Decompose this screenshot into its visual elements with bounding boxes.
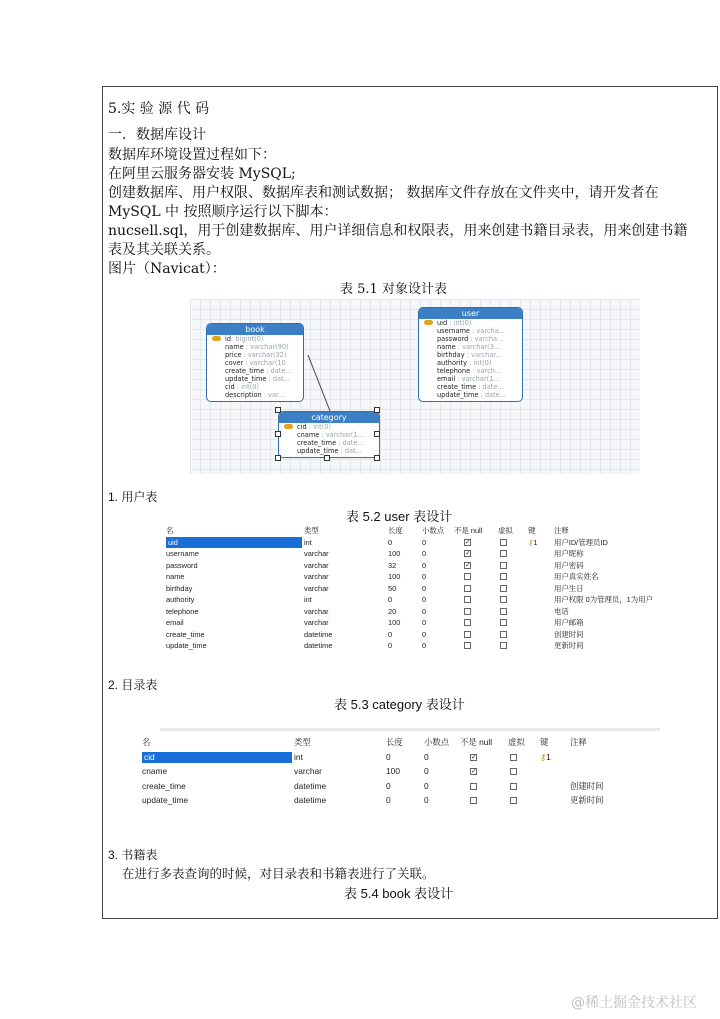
cell-type[interactable]: datetime bbox=[294, 780, 327, 791]
table-row[interactable] bbox=[160, 629, 656, 640]
cell-comment[interactable]: 创建时间 bbox=[570, 780, 604, 791]
cell-type[interactable]: int bbox=[304, 537, 312, 547]
category-entity[interactable] bbox=[278, 411, 380, 458]
resize-handle[interactable] bbox=[324, 455, 330, 461]
field-type: : varchar(90) bbox=[243, 343, 289, 351]
cell-decimal[interactable]: 0 bbox=[424, 766, 429, 776]
cell-name[interactable]: name bbox=[166, 572, 185, 581]
cell-name[interactable]: create_time bbox=[142, 780, 186, 791]
cell-decimal[interactable]: 0 bbox=[422, 572, 427, 581]
cell-name[interactable]: uid bbox=[166, 537, 302, 548]
cell-decimal[interactable]: 0 bbox=[422, 537, 427, 547]
column-header-notnull[interactable]: 不是 null bbox=[460, 737, 493, 747]
cell-name[interactable]: cname bbox=[142, 766, 168, 776]
cell-name[interactable]: password bbox=[166, 560, 198, 570]
cell-decimal[interactable]: 0 bbox=[424, 780, 429, 791]
cell-key[interactable] bbox=[528, 537, 538, 548]
field-name: create_time bbox=[437, 383, 477, 391]
virtual-checkbox[interactable] bbox=[500, 608, 507, 615]
heading-book-table: 3. 书籍表 bbox=[108, 848, 158, 862]
field-name: cid bbox=[225, 383, 235, 391]
entity-field[interactable] bbox=[419, 375, 522, 383]
virtual-checkbox[interactable] bbox=[500, 631, 507, 638]
cell-type[interactable]: datetime bbox=[304, 629, 333, 639]
entity-title: book bbox=[207, 324, 303, 335]
entity-field[interactable] bbox=[279, 431, 379, 439]
field-name: update_time bbox=[437, 391, 479, 399]
primary-key-icon bbox=[212, 336, 221, 341]
field-type: : varchar(3... bbox=[455, 343, 501, 351]
column-header-type[interactable]: 类型 bbox=[304, 526, 319, 535]
subsection-title: 一．数据库设计 bbox=[108, 127, 206, 143]
field-name: update_time bbox=[297, 447, 339, 455]
table-row[interactable] bbox=[160, 571, 656, 582]
virtual-checkbox[interactable] bbox=[500, 619, 507, 626]
field-type: : date... bbox=[264, 367, 292, 375]
paragraph: MySQL 中 按照顺序运行以下脚本： bbox=[108, 204, 338, 220]
field-name: create_time bbox=[297, 439, 337, 447]
cell-length[interactable]: 50 bbox=[388, 583, 397, 593]
not-null-checkbox[interactable] bbox=[464, 608, 471, 615]
field-name: cname bbox=[297, 431, 320, 439]
cell-length[interactable]: 100 bbox=[388, 618, 401, 627]
paragraph: 创建数据库、用户权限、数据库表和测试数据； 数据库文件存放在文件夹中，请开发者在 bbox=[108, 185, 659, 201]
cell-type[interactable]: varchar bbox=[304, 549, 329, 558]
field-type: : bigint(0) bbox=[231, 335, 264, 343]
column-header-name[interactable]: 名 bbox=[142, 737, 151, 747]
table-row[interactable] bbox=[160, 617, 656, 628]
cell-length[interactable]: 0 bbox=[388, 641, 393, 650]
cell-decimal[interactable]: 0 bbox=[422, 618, 427, 627]
field-type: : varchar(1... bbox=[455, 375, 500, 383]
column-header-virtual[interactable]: 虚拟 bbox=[498, 526, 513, 535]
cell-name[interactable]: cid bbox=[142, 752, 292, 763]
cell-decimal[interactable]: 0 bbox=[422, 549, 427, 558]
table-row[interactable] bbox=[138, 752, 660, 763]
cell-type[interactable]: datetime bbox=[304, 641, 333, 650]
not-null-checkbox[interactable] bbox=[470, 797, 477, 804]
key-order: 1 bbox=[533, 537, 538, 547]
column-header-key[interactable]: 键 bbox=[540, 737, 549, 747]
cell-name[interactable]: username bbox=[166, 549, 199, 558]
cell-length[interactable]: 100 bbox=[388, 572, 401, 581]
field-name: cover bbox=[225, 359, 244, 367]
entity-field[interactable] bbox=[419, 367, 522, 375]
resize-handle[interactable] bbox=[374, 407, 380, 413]
table-row[interactable] bbox=[160, 594, 656, 605]
virtual-checkbox[interactable] bbox=[500, 585, 507, 592]
cell-name[interactable]: telephone bbox=[166, 606, 199, 616]
book-entity[interactable] bbox=[206, 323, 304, 402]
cell-type[interactable]: int bbox=[304, 595, 312, 604]
virtual-checkbox[interactable] bbox=[500, 573, 507, 580]
column-header-virtual[interactable]: 虚拟 bbox=[508, 737, 525, 747]
cell-comment[interactable]: 更新时间 bbox=[554, 641, 584, 650]
cell-type[interactable]: int bbox=[294, 751, 303, 762]
virtual-checkbox[interactable] bbox=[510, 754, 517, 761]
column-header-name[interactable]: 名 bbox=[166, 526, 174, 535]
cell-type[interactable]: varchar bbox=[304, 560, 329, 570]
cell-type[interactable]: varchar bbox=[304, 583, 329, 593]
cell-type[interactable]: varchar bbox=[304, 618, 329, 627]
column-header-comment[interactable]: 注释 bbox=[570, 737, 587, 747]
cell-decimal[interactable]: 0 bbox=[422, 595, 427, 604]
cell-comment[interactable]: 用户生日 bbox=[554, 583, 584, 593]
field-type: : varcha... bbox=[469, 327, 506, 335]
virtual-checkbox[interactable] bbox=[510, 768, 517, 775]
cell-comment[interactable]: 用户昵称 bbox=[554, 549, 584, 558]
cell-type[interactable]: varchar bbox=[304, 572, 329, 581]
field-name: id bbox=[225, 335, 232, 343]
cell-comment[interactable]: 电话 bbox=[554, 606, 569, 616]
column-header-comment[interactable]: 注释 bbox=[554, 526, 569, 535]
field-type: : int(0) bbox=[306, 423, 332, 431]
entity-field[interactable] bbox=[207, 359, 303, 367]
field-type: : varchar(32) bbox=[241, 351, 287, 359]
field-name: description bbox=[225, 391, 262, 399]
cell-comment[interactable]: 用户邮箱 bbox=[554, 618, 584, 627]
not-null-checkbox[interactable] bbox=[464, 642, 471, 649]
cell-length[interactable]: 0 bbox=[386, 780, 391, 791]
caption-5-1: 表 5.1 对象设计表 bbox=[340, 282, 447, 297]
cell-type[interactable]: varchar bbox=[304, 606, 329, 616]
cell-type[interactable]: datetime bbox=[294, 795, 327, 805]
entity-field[interactable] bbox=[419, 343, 522, 351]
resize-handle[interactable] bbox=[275, 407, 281, 413]
entity-field[interactable] bbox=[419, 383, 522, 391]
field-name: name bbox=[437, 343, 456, 351]
user-entity[interactable] bbox=[418, 307, 523, 402]
book-table-description: 在进行多表查询的时候，对目录表和书籍表进行了关联。 bbox=[122, 866, 435, 881]
not-null-checkbox[interactable]: ✓ bbox=[471, 768, 477, 775]
watermark: @稀土掘金技术社区 bbox=[571, 995, 697, 1011]
column-header-length[interactable]: 长度 bbox=[388, 526, 403, 535]
table-row[interactable] bbox=[160, 583, 656, 594]
cell-key[interactable] bbox=[540, 752, 551, 763]
cell-length[interactable]: 100 bbox=[386, 766, 400, 776]
resize-handle[interactable] bbox=[275, 455, 281, 461]
caption-5-4: 表 5.4 book 表设计 bbox=[344, 886, 454, 901]
cell-length[interactable]: 32 bbox=[388, 560, 397, 570]
paragraph: nucsell.sql，用于创建数据库、用户详细信息和权限表，用来创建书籍目录表，用来创建书籍 bbox=[108, 223, 688, 239]
field-name: authority bbox=[437, 359, 468, 367]
table-row[interactable] bbox=[138, 781, 660, 792]
paragraph: 表及其关联关系。 bbox=[108, 242, 220, 258]
not-null-checkbox[interactable] bbox=[464, 619, 471, 626]
cell-decimal[interactable]: 0 bbox=[422, 560, 427, 570]
not-null-checkbox[interactable] bbox=[464, 631, 471, 638]
cell-length[interactable]: 0 bbox=[388, 629, 393, 639]
section-title: 5.实 验 源 代 码 bbox=[108, 101, 210, 117]
cell-decimal[interactable]: 0 bbox=[424, 795, 429, 805]
table-row[interactable] bbox=[160, 560, 656, 571]
entity-field[interactable] bbox=[419, 335, 522, 343]
not-null-checkbox[interactable]: ✓ bbox=[465, 561, 471, 569]
table-row[interactable] bbox=[160, 640, 656, 651]
not-null-checkbox[interactable]: ✓ bbox=[471, 753, 477, 761]
entity-field[interactable] bbox=[207, 391, 303, 399]
field-type: : date... bbox=[478, 391, 507, 399]
entity-title: category bbox=[279, 412, 379, 423]
cell-length[interactable]: 0 bbox=[386, 751, 391, 762]
cell-decimal[interactable]: 0 bbox=[422, 629, 427, 639]
not-null-checkbox[interactable] bbox=[464, 596, 471, 603]
field-type: : varch... bbox=[470, 367, 502, 375]
user-table-design bbox=[160, 525, 656, 653]
entity-field[interactable] bbox=[279, 423, 379, 431]
field-name: birthday bbox=[437, 351, 465, 359]
resize-handle[interactable] bbox=[275, 431, 281, 437]
field-name: price bbox=[225, 351, 242, 359]
virtual-checkbox[interactable] bbox=[500, 550, 507, 557]
cell-comment[interactable]: 更新时间 bbox=[570, 795, 604, 805]
field-name: update_time bbox=[225, 375, 267, 383]
primary-key-icon bbox=[284, 424, 293, 429]
cell-name[interactable]: email bbox=[166, 618, 184, 627]
primary-key-icon: ⚷ bbox=[528, 537, 534, 547]
field-name: cid bbox=[297, 423, 307, 431]
field-type: : dat... bbox=[338, 447, 362, 455]
entity-field[interactable] bbox=[419, 391, 522, 399]
virtual-checkbox[interactable] bbox=[510, 797, 517, 804]
cell-type[interactable]: varchar bbox=[294, 766, 322, 776]
heading-user-table: 1. 用户表 bbox=[108, 490, 158, 504]
virtual-checkbox[interactable] bbox=[500, 642, 507, 649]
entity-field[interactable] bbox=[279, 447, 379, 455]
not-null-checkbox[interactable] bbox=[464, 573, 471, 580]
column-header-type[interactable]: 类型 bbox=[294, 737, 311, 747]
cell-name[interactable]: authority bbox=[166, 595, 195, 604]
not-null-checkbox[interactable] bbox=[470, 783, 477, 790]
cell-length[interactable]: 0 bbox=[388, 537, 393, 547]
field-type: : var... bbox=[261, 391, 285, 399]
cell-name[interactable]: create_time bbox=[166, 629, 205, 639]
column-header-length[interactable]: 长度 bbox=[386, 737, 403, 747]
field-name: telephone bbox=[437, 367, 471, 375]
cell-decimal[interactable]: 0 bbox=[422, 641, 427, 650]
cell-decimal[interactable]: 0 bbox=[424, 751, 429, 762]
resize-handle[interactable] bbox=[374, 455, 380, 461]
field-type: : varchar(1... bbox=[319, 431, 364, 439]
field-type: : int(0) bbox=[467, 359, 492, 367]
cell-name[interactable]: update_time bbox=[142, 795, 189, 805]
paragraph: 在阿里云服务器安装 MySQL; bbox=[108, 166, 296, 182]
primary-key-icon bbox=[424, 320, 433, 325]
field-type: : int(0) bbox=[447, 319, 472, 327]
cell-decimal[interactable]: 0 bbox=[422, 606, 427, 616]
cell-comment[interactable]: 用户权限 0为管理员，1为用户 bbox=[554, 595, 653, 604]
table-toolbar-strip bbox=[160, 728, 660, 731]
heading-category-table: 2. 目录表 bbox=[108, 678, 158, 692]
virtual-checkbox[interactable] bbox=[510, 783, 517, 790]
entity-field[interactable] bbox=[419, 319, 522, 327]
cell-decimal[interactable]: 0 bbox=[422, 583, 427, 593]
entity-title: user bbox=[419, 308, 522, 319]
primary-key-icon: ⚷ bbox=[540, 751, 547, 762]
entity-field[interactable] bbox=[207, 367, 303, 375]
virtual-checkbox[interactable] bbox=[500, 596, 507, 603]
column-header-decimal[interactable]: 小数点 bbox=[422, 526, 445, 535]
field-name: uid bbox=[437, 319, 448, 327]
field-type: : date... bbox=[336, 439, 364, 447]
caption-5-3: 表 5.3 category 表设计 bbox=[334, 697, 465, 712]
entity-field[interactable] bbox=[419, 351, 522, 359]
entity-field[interactable] bbox=[419, 327, 522, 335]
entity-field[interactable] bbox=[207, 335, 303, 343]
paragraph: 数据库环境设置过程如下： bbox=[108, 147, 276, 163]
column-header-decimal[interactable]: 小数点 bbox=[424, 737, 450, 747]
category-table-design bbox=[138, 737, 660, 809]
virtual-checkbox[interactable] bbox=[500, 539, 507, 546]
virtual-checkbox[interactable] bbox=[500, 562, 507, 569]
table-row[interactable] bbox=[160, 606, 656, 617]
entity-field[interactable] bbox=[207, 351, 303, 359]
field-type: : dat... bbox=[266, 375, 290, 383]
resize-handle[interactable] bbox=[374, 431, 380, 437]
not-null-checkbox[interactable]: ✓ bbox=[465, 550, 471, 557]
field-type: : varchar... bbox=[464, 351, 502, 359]
entity-field[interactable] bbox=[419, 359, 522, 367]
field-name: email bbox=[437, 375, 456, 383]
cell-length[interactable]: 0 bbox=[388, 595, 393, 604]
table-row[interactable] bbox=[138, 795, 660, 806]
field-type: : int(0) bbox=[234, 383, 260, 391]
er-diagram bbox=[190, 299, 640, 474]
column-header-notnull[interactable]: 不是 null bbox=[454, 526, 483, 535]
cell-length[interactable]: 20 bbox=[388, 606, 397, 616]
paragraph: 图片（Navicat）： bbox=[108, 261, 226, 277]
field-type: : varchar(10 bbox=[243, 359, 286, 367]
not-null-checkbox[interactable]: ✓ bbox=[465, 538, 471, 546]
field-name: create_time bbox=[225, 367, 265, 375]
field-type: : varcha... bbox=[468, 335, 504, 343]
field-name: password bbox=[437, 335, 469, 343]
cell-name[interactable]: birthday bbox=[166, 583, 193, 593]
not-null-checkbox[interactable] bbox=[464, 585, 471, 592]
field-name: name bbox=[225, 343, 244, 351]
cell-length[interactable]: 100 bbox=[388, 549, 401, 558]
table-row[interactable] bbox=[138, 766, 660, 777]
entity-field[interactable] bbox=[279, 439, 379, 447]
cell-comment[interactable]: 用户密码 bbox=[554, 560, 584, 570]
key-order: 1 bbox=[546, 751, 551, 762]
field-type: : date... bbox=[476, 383, 504, 391]
entity-field[interactable] bbox=[207, 383, 303, 391]
cell-comment[interactable]: 创建时间 bbox=[554, 629, 584, 639]
cell-comment[interactable]: 用户ID/管理员ID bbox=[554, 537, 608, 547]
entity-field[interactable] bbox=[207, 343, 303, 351]
caption-5-2: 表 5.2 user 表设计 bbox=[346, 509, 453, 524]
field-name: username bbox=[437, 327, 470, 335]
table-row[interactable] bbox=[160, 537, 656, 548]
cell-length[interactable]: 0 bbox=[386, 795, 391, 805]
table-row[interactable] bbox=[160, 548, 656, 559]
entity-field[interactable] bbox=[207, 375, 303, 383]
column-header-key[interactable]: 键 bbox=[528, 526, 536, 535]
cell-comment[interactable]: 用户真实姓名 bbox=[554, 572, 599, 581]
cell-name[interactable]: update_time bbox=[166, 641, 207, 650]
